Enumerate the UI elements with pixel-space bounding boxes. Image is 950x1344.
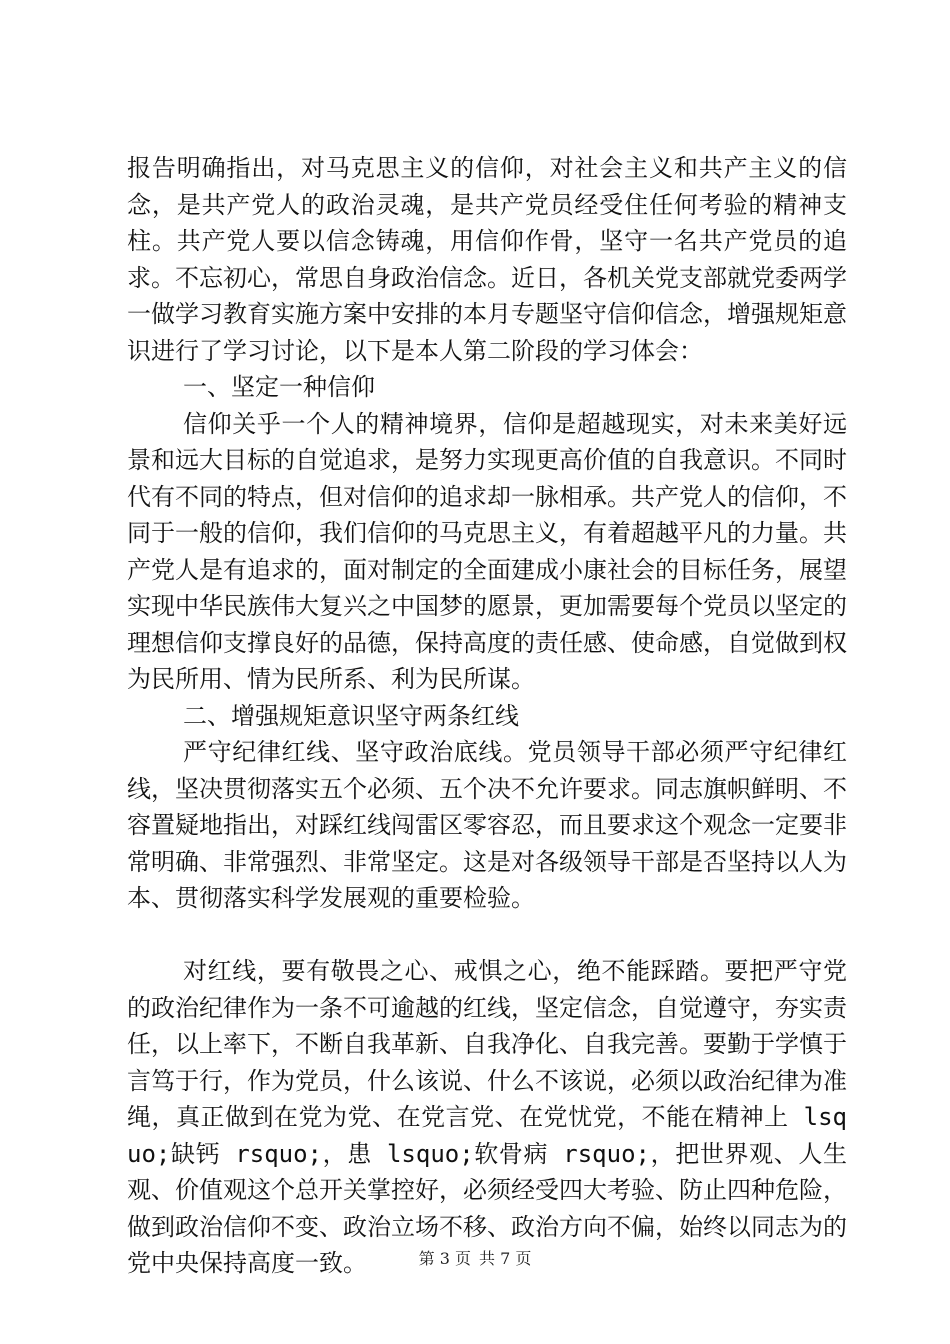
page-number: 第 3 页 xyxy=(418,1249,471,1268)
document-body xyxy=(127,150,847,1282)
page-total: 共 7 页 xyxy=(479,1249,532,1268)
intro-paragraph: 报告明确指出，对马克思主义的信仰，对社会主义和共产主义的信念，是共产党人的政治灵魂，是共产党员经受住任何考验的精神支柱。共产党人要以信念铸魂，用信仰作骨，坚守一名共产党员的追求。不忘初心，常思自身政治信念。近日，各机关党支部就党委两学一做学习教育实施方案中安排的本月专题坚守信仰信念，增强规矩意识进行了学习讨论，以下是本人第二阶段的学习体会： xyxy=(127,154,847,365)
section-1-paragraph: 信仰关乎一个人的精神境界，信仰是超越现实，对未来美好远景和远大目标的自觉追求，是努力实现更高价值的自我意识。不同时代有不同的特点，但对信仰的追求却一脉相承。共产党人的信仰，不同于一般的信仰，我们信仰的马克思主义，有着超越平凡的力量。共产党人是有追求的，面对制定的全面建成小康社会的目标任务，展望实现中华民族伟大复兴之中国梦的愿景，更加需要每个党员以坚定的理想信仰支撑良好的品德，保持高度的责任感、使命感，自觉做到权为民所用、情为民所系、利为民所谋。 xyxy=(127,409,847,693)
section-heading-1: 一、坚定一种信仰 xyxy=(183,373,375,401)
section-heading-2: 二、增强规矩意识坚守两条红线 xyxy=(183,701,519,730)
page-footer xyxy=(0,1246,950,1269)
section-2-paragraph-b: 对红线，要有敬畏之心、戒惧之心，绝不能踩踏。要把严守党的政治纪律作为一条不可逾越的红线，坚定信念，自觉遵守，夯实责任，以上率下，不断自我革新、自我净化、自我完善。要勤于学慎于言笃于行，作为党员，什么该说、什么不该说，必须以政治纪律为准绳，真正做到在党为党、在党言党、在党忧党，不能在精神上 lsquo;缺钙 rsquo;，患 lsquo;软骨病 rsquo;，把世界观、人生观、价值观这个总开关掌控好，必须经受四大考验、防止四种危险，做到政治信仰不变、政治立场不移、政治方向不偏，始终以同志为的党中央保持高度一致。 xyxy=(127,957,847,1277)
section-2-paragraph-a: 严守纪律红线、坚守政治底线。党员领导干部必须严守纪律红线，坚决贯彻落实五个必须、五个决不允许要求。同志旗帜鲜明、不容置疑地指出，对踩红线闯雷区零容忍，而且要求这个观念一定要非常明确、非常强烈、非常坚定。这是对各级领导干部是否坚持以人为本、贯彻落实科学发展观的重要检验。 xyxy=(127,738,847,912)
